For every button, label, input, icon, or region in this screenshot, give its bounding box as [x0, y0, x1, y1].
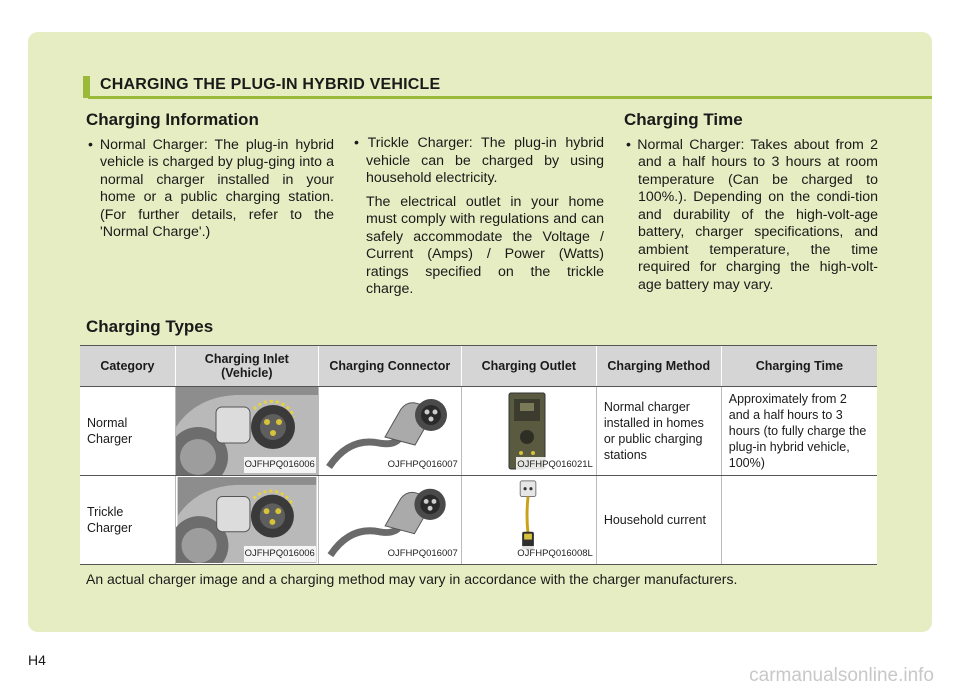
method-cell: Household current: [596, 476, 721, 565]
outlet-image-code: OJFHPQ016021L: [516, 457, 594, 473]
category-cell: Normal Charger: [80, 387, 175, 476]
table-header-row: [80, 346, 877, 387]
table-row: [80, 476, 877, 565]
charging-types-table: [80, 345, 877, 565]
watermark: carmanualsonline.info: [749, 665, 934, 686]
charging-information-column: [86, 111, 334, 242]
charging-time-heading: Charging Time: [624, 110, 743, 129]
time-cell: [721, 476, 877, 565]
charging-types-heading: Charging Types: [86, 317, 214, 336]
table-row: [80, 387, 877, 476]
charging-time-bullet: • Normal Charger: Takes about from 2 and a half hours to 3 hours at room temperature (Can be charged to 100%.). Depending on the condi-tion and durability of the high-volt-age battery, charger specifications, and ambient temperature, the time required for charging the high-volt-age battery may vary.: [626, 136, 878, 293]
outlet-image-code: OJFHPQ016008L: [516, 546, 594, 562]
inlet-image-cell: [175, 387, 318, 476]
charging-time-text: Normal Charger: Takes about from 2 and a half hours to 3 hours at room temperature (Can be charged to 100%.). Depending on the condi-tion and durability of the high-volt-age battery, charger specifications, and ambient temperature, the time required for charging the high-volt-age battery may vary.: [637, 136, 878, 293]
time-cell: Approximately from 2 and a half hours to 3 hours (to fully charge the plug-in hybrid vehicle, 100%): [721, 387, 877, 476]
inlet-image-code: OJFHPQ016006: [244, 457, 316, 473]
connector-image-cell: [318, 476, 461, 565]
charging-time-column: [624, 111, 878, 294]
connector-image-cell: [318, 387, 461, 476]
normal-charger-text: Normal Charger: The plug-in hybrid vehicle is charged by plug-ging into a normal charger installed in your home or a public charging station. (For further details, refer to the 'Normal Charge'.): [99, 136, 334, 240]
inlet-image-cell: [175, 476, 318, 565]
trickle-charger-bullet: • Trickle Charger: The plug-in hybrid vehicle can be charged by using household electricity.: [354, 135, 604, 186]
section-header: [88, 76, 932, 99]
connector-image-code: OJFHPQ016007: [387, 457, 459, 473]
connector-image-code: OJFHPQ016007: [387, 546, 459, 562]
category-cell: Trickle Charger: [80, 476, 175, 565]
page-number: H4: [28, 652, 46, 668]
charging-information-heading: Charging Information: [86, 110, 259, 129]
column-header: Charging Connector: [318, 346, 461, 387]
inlet-image-code: OJFHPQ016006: [244, 546, 316, 562]
trickle-charger-text: Trickle Charger: The plug-in hybrid vehicle can be charged by using household electricity.: [366, 135, 604, 186]
column-header: Charging Inlet (Vehicle): [175, 346, 318, 387]
section-accent-bar: [83, 76, 90, 98]
trickle-charger-note: The electrical outlet in your home must comply with regulations and can safely accommodate the Voltage / Current (Amps) / Power (Watts) ratings specified on the trickle charge.: [366, 193, 604, 297]
column-header: Charging Method: [596, 346, 721, 387]
column-header: Charging Time: [721, 346, 877, 387]
column-header: Category: [80, 346, 175, 387]
section-title: CHARGING THE PLUG-IN HYBRID VEHICLE: [100, 76, 441, 93]
column-header: Charging Outlet: [461, 346, 596, 387]
normal-charger-bullet: • Normal Charger: The plug-in hybrid vehicle is charged by plug-ging into a normal charger installed in your home or a public charging station. (For further details, refer to the 'Normal Charge'.): [88, 136, 334, 240]
outlet-image-cell: [461, 476, 596, 565]
charger-disclaimer-note: An actual charger image and a charging method may vary in accordance with the charger manufacturers.: [86, 571, 738, 587]
outlet-image-cell: [461, 387, 596, 476]
method-cell: Normal charger installed in homes or public charging stations: [596, 387, 721, 476]
trickle-charger-column: [352, 135, 604, 299]
